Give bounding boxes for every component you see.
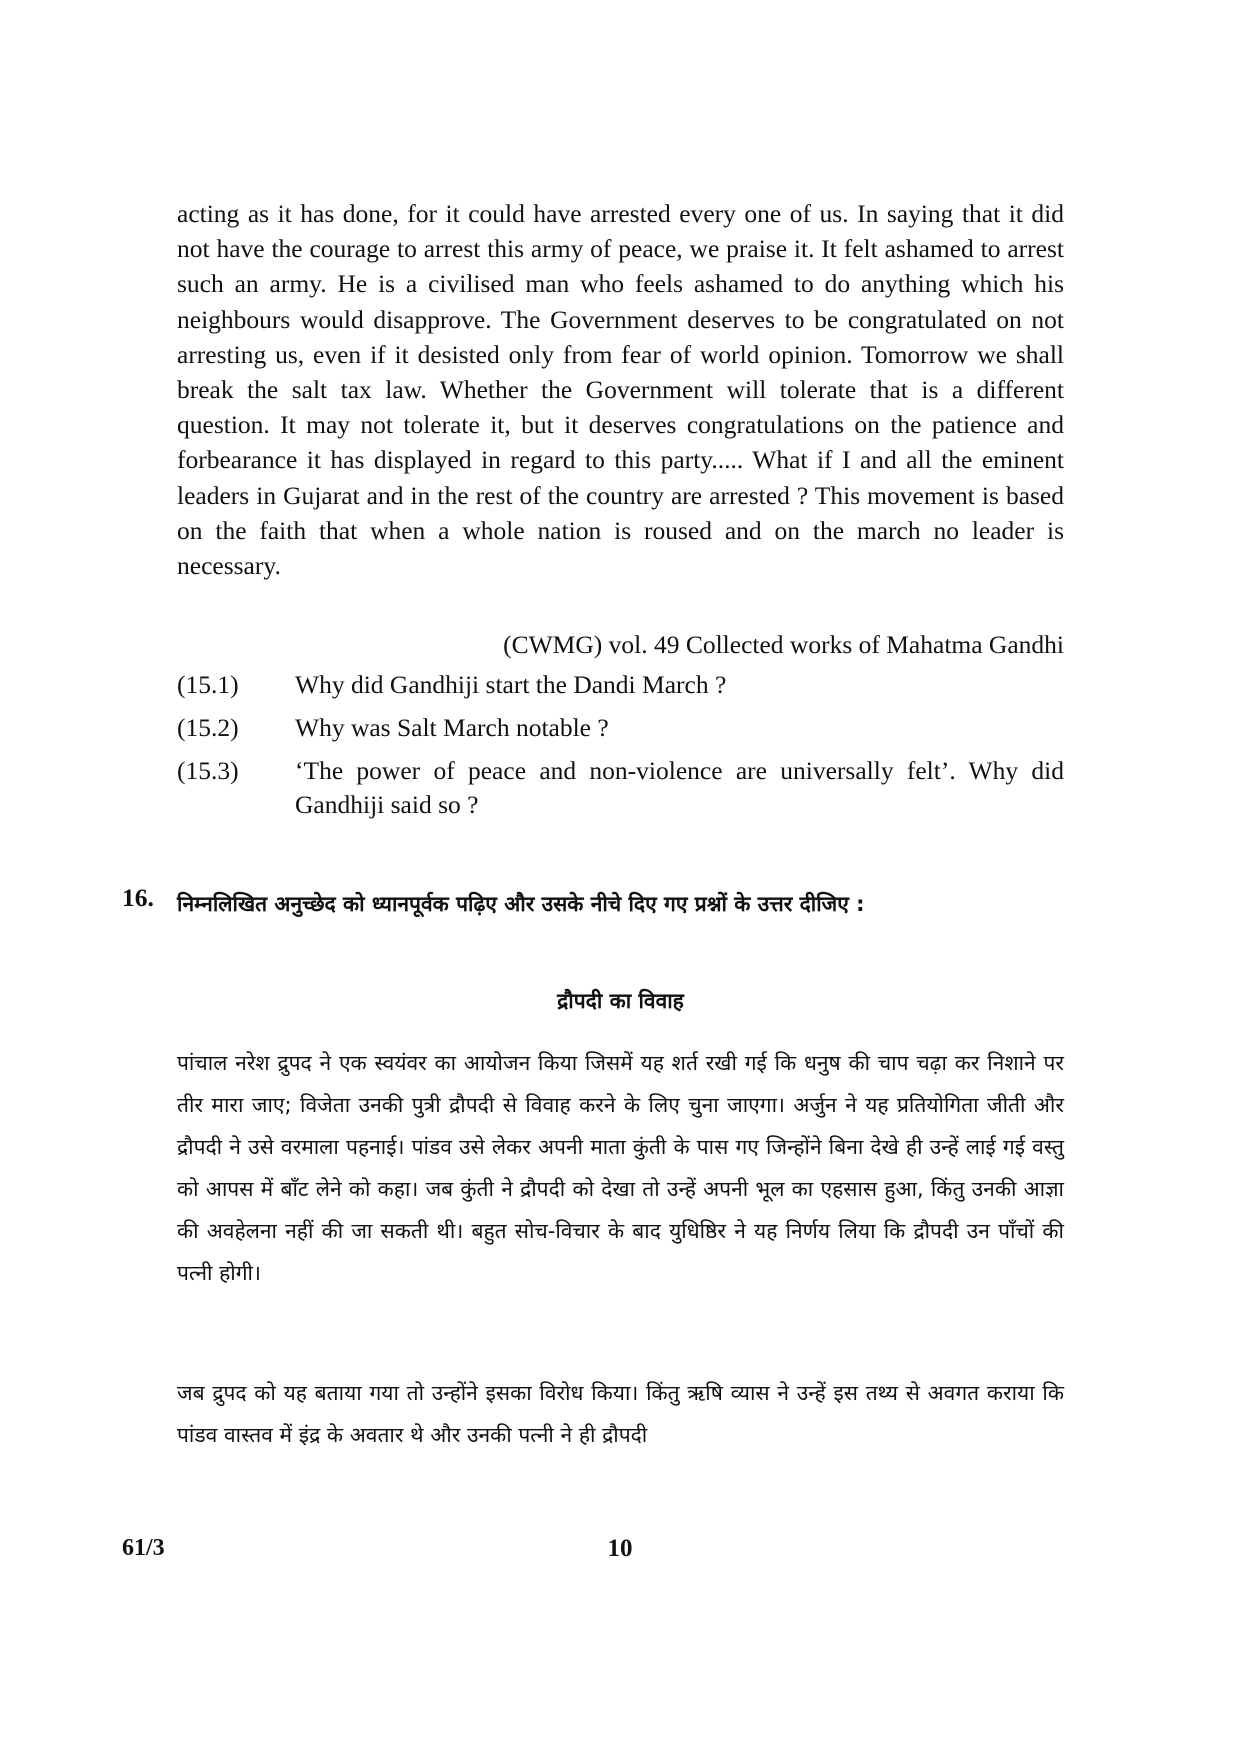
source-citation: (CWMG) vol. 49 Collected works of Mahatma Gandhi (503, 630, 1064, 659)
hindi-paragraph-2: जब द्रुपद को यह बताया गया तो उन्होंने इसका विरोध किया। किंतु ऋषि व्यास ने उन्हें इस तथ्य से अवगत कराया कि पांडव वास्तव में इंद्र के अवतार थे और उनकी पत्नी ने ही द्रौपदी (177, 1381, 1064, 1447)
question-text: Why did Gandhiji start the Dandi March ? (295, 670, 727, 699)
hindi-paragraph-1: पांचाल नरेश द्रुपद ने एक स्वयंवर का आयोजन किया जिसमें यह शर्त रखी गई कि धनुष की चाप चढ़ा कर निशाने पर तीर मारा जाए; विजेता उनकी पुत्री द्रौपदी से विवाह करने के लिए चुना जाएगा। अर्जुन ने यह प्रतियोगिता जीती और द्रौपदी ने उसे वरमाला पहनाई। पांडव उसे लेकर अपनी माता कुंती के पास गए जिन्होंने बिना देखे ही उन्हें लाई गई वस्तु को आपस में बाँट लेने को कहा। जब कुंती ने द्रौपदी को देखा तो उन्हें अपनी भूल का एहसास हुआ, किंतु उनकी आज्ञा की अवहेलना नहीं की जा सकती थी। बहुत सोच-विचार के बाद युधिष्ठिर ने यह निर्णय लिया कि द्रौपदी उन पाँचों की पत्नी होगी। (177, 1051, 1064, 1285)
question-16-number: 16. (122, 883, 154, 912)
paper-code: 61/3 (122, 1535, 165, 1561)
question-text: Why was Salt March notable ? (295, 713, 609, 742)
page-number: 10 (607, 1535, 633, 1562)
question-number: (15.1) (177, 670, 239, 699)
question-number: (15.3) (177, 756, 239, 785)
question-16-instruction: निम्नलिखित अनुच्छेद को ध्यानपूर्वक पढ़िए और उसके नीचे दिए गए प्रश्नों के उत्तर दीजिए : (177, 892, 865, 916)
question-item (177, 668, 1064, 702)
question-item (177, 711, 1064, 745)
question-number: (15.2) (177, 713, 239, 742)
question-text: ‘The power of peace and non-violence are universally felt’. Why did Gandhiji said so ? (295, 756, 1064, 819)
source-passage: acting as it has done, for it could have arrested every one of us. In saying that it did not have the courage to arrest this army of peace, we praise it. It felt ashamed to arrest such an army. He is a civilised man who feels ashamed to do anything which his neighbours would disapprove. The Government deserves to be congratulated on not arresting us, even if it desisted only from fear of world opinion. Tomorrow we shall break the salt tax law. Whether the Government will tolerate that is a different question. It may not tolerate it, but it deserves congratulations on the patience and forbearance it has displayed in regard to this party..... What if I and all the eminent leaders in Gujarat and in the rest of the country are arrested ? This movement is based on the faith that when a whole nation is roused and on the march no leader is necessary. (177, 199, 1064, 581)
question-item (177, 754, 1064, 822)
passage-title: द्रौपदी का विवाह (557, 989, 684, 1013)
